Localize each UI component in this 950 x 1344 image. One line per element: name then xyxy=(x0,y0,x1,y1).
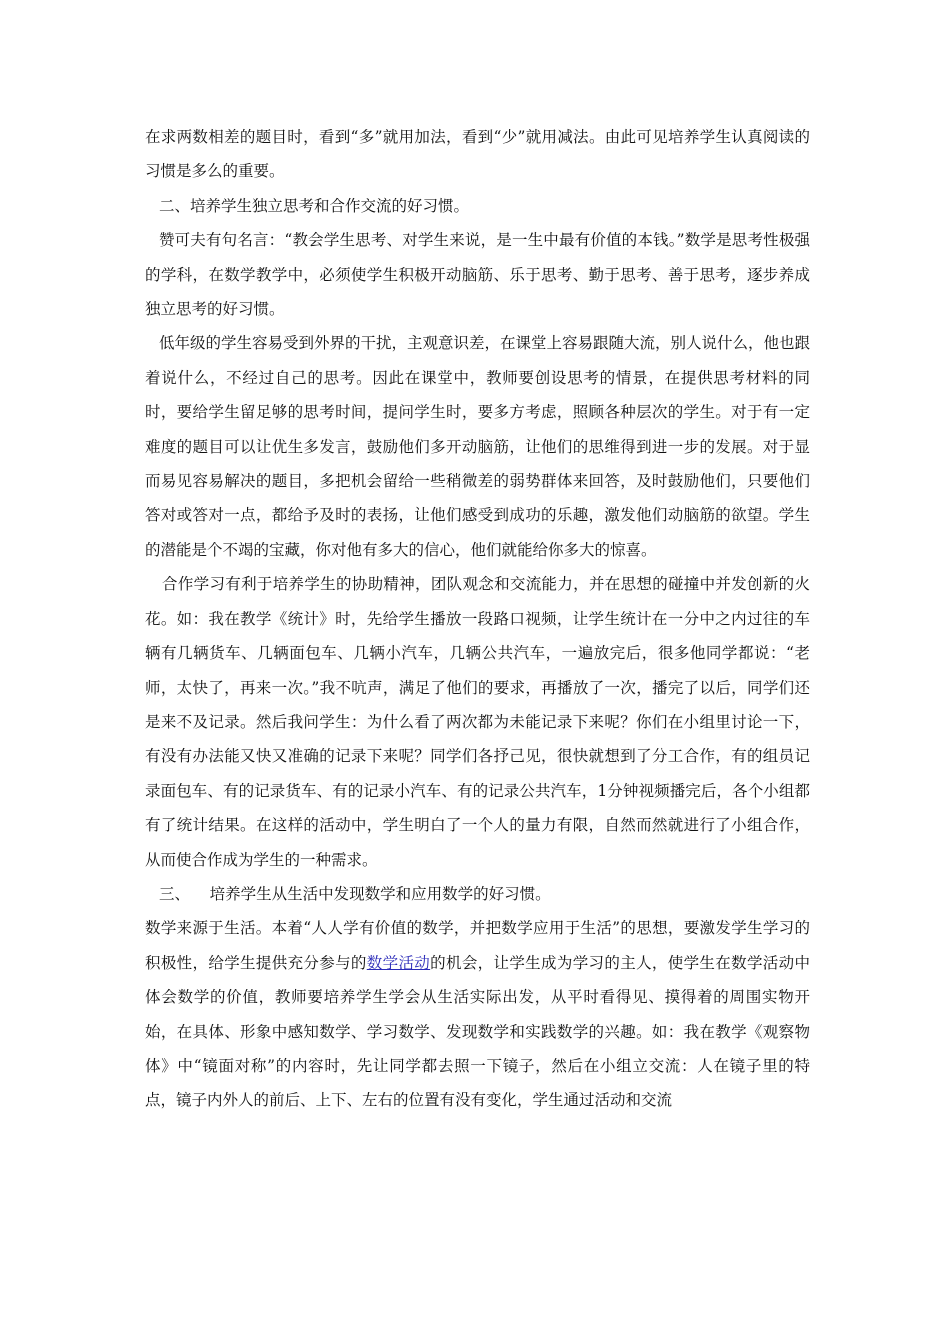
section-heading-two: 二、培养学生独立思考和合作交流的好习惯。 xyxy=(158,196,469,215)
math-activity-link[interactable]: 数学活动 xyxy=(366,953,431,972)
section-heading-three: 三、 培养学生从生活中发现数学和应用数学的好习惯。 xyxy=(158,884,551,903)
paragraph-lower-grades: 低年级的学生容易受到外界的干扰，主观意识差，在课堂上容易跟随大流，别人说什么，他也跟着说什么，不经过自己的思考。因此在课堂中，教师要创设思考的情景，在提供思考材料的同时，要给学生留足够的思考时间，提问学生时，要多方考虑，照顾各种层次的学生。对于有一定难度的题目可以让优生多发言，鼓励他们多开动脑筋，让他们的思维得到进一步的发展。对于显而易见容易解决的题目，多把机会留给一些稍微差的弱势群体来回答，及时鼓励他们，只要他们答对或答对一点，都给予及时的表扬，让他们感受到成功的乐趣，激发他们动脑筋的欲望。学生的潜能是个不竭的宝藏，你对他有多大的信心，他们就能给你多大的惊喜。 xyxy=(145,334,810,559)
paragraph-reading-habit: 在求两数相差的题目时，看到“多”就用加法，看到“少”就用减法。由此可见培养学生认真阅读的习惯是多么的重要。 xyxy=(145,128,810,181)
paragraph-text-before-link: 数学来源于生活。本着“人人学有价值的数学，并把数学应用于生活”的思想，要激发学生学习的积极性，给学生提供充分参与的 xyxy=(145,919,810,972)
paragraph-zankov-quote: 赞可夫有句名言：“教会学生思考、对学生来说，是一生中最有价值的本钱。”数学是思考性极强的学科，在数学教学中，必须使学生积极开动脑筋、乐于思考、勤于思考、善于思考，逐步养成独立思考的好习惯。 xyxy=(145,231,810,319)
paragraph-cooperative-learning: 合作学习有利于培养学生的协助精神，团队观念和交流能力，并在思想的碰撞中并发创新的火花。如：我在教学《统计》时，先给学生播放一段路口视频，让学生统计在一分中之内过往的车辆有几辆货车、几辆面包车、几辆小汽车，几辆公共汽车，一遍放完后，很多他同学都说：“老师，太快了，再来一次。”我不吭声，满足了他们的要求，再播放了一次，播完了以后，同学们还是来不及记录。然后我问学生：为什么看了两次都为未能记录下来呢？你们在小组里讨论一下，有没有办法能又快又准确的记录下来呢？同学们各抒己见，很快就想到了分工合作，有的组员记录面包车、有的记录货车、有的记录小汽车、有的记录公共汽车，1分钟视频播完后，各个小组都有了统计结果。在这样的活动中，学生明白了一个人的量力有限，自然而然就进行了小组合作，从而使合作成为学生的一种需求。 xyxy=(145,575,810,869)
document-body xyxy=(145,120,810,1118)
paragraph-text-after-link: 的机会，让学生成为学习的主人，使学生在数学活动中体会数学的价值，教师要培养学生学会从生活实际出发，从平时看得见、摸得着的周围实物开始，在具体、形象中感知数学、学习数学、发现数学和实践数学的兴趣。如：我在教学《观察物体》中“镜面对称”的内容时，先让同学都去照一下镜子，然后在小组立交流：人在镜子里的特点，镜子内外人的前后、上下、左右的位置有没有变化，学生通过活动和交流 xyxy=(145,953,810,1110)
paragraph-math-from-life xyxy=(145,911,810,1117)
